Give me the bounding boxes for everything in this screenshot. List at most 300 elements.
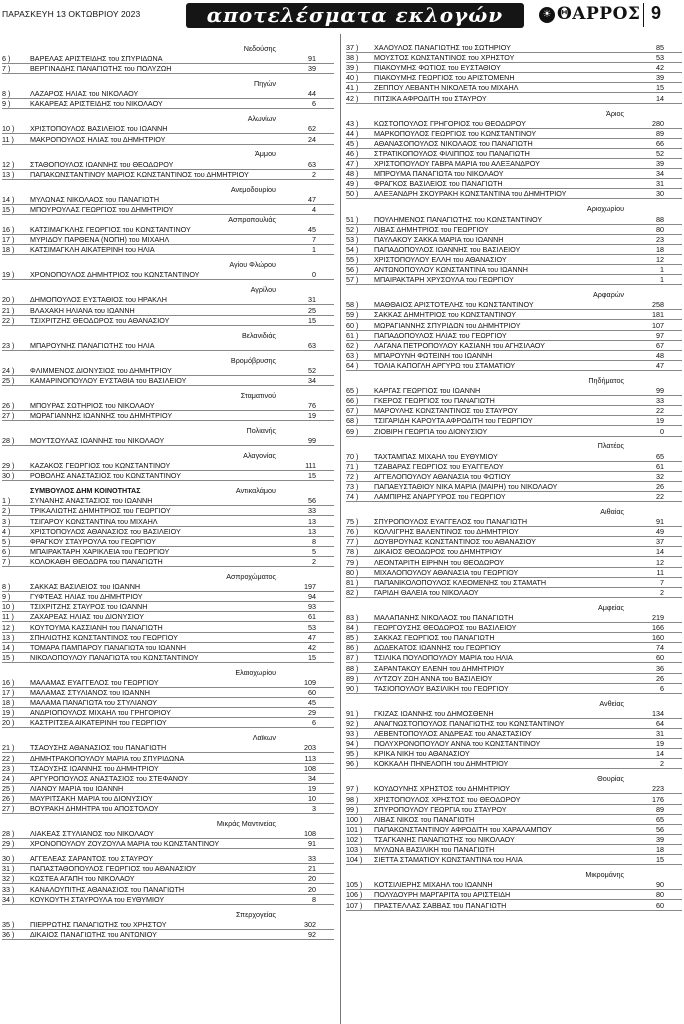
candidate-name: ΚΑΣΤΡΙΤΣΕΑ ΑΙΚΑΤΕΡΙΝΗ του ΓΕΩΡΓΙΟΥ <box>30 718 167 728</box>
vote-count: 31 <box>656 729 664 739</box>
candidate-name: ΒΑΡΕΛΑΣ ΑΡΙΣΤΕΙΔΗΣ του ΣΠΥΡΙΔΩΝΑ <box>30 54 163 64</box>
candidate-row <box>346 492 682 502</box>
candidate-name: ΔΗΜΗΤΡΑΚΟΠΟΥΛΟΥ ΜΑΡΙΑ του ΣΠΥΡΙΔΩΝΑ <box>30 753 185 763</box>
candidate-name: ΒΟΥΡΑΚΗ ΔΗΜΗΤΡΑ του ΑΠΟΣΤΟΛΟΥ <box>30 804 159 814</box>
candidate-name: ΔΗΜΟΠΟΥΛΟΣ ΕΥΣΤΑΘΙΟΣ του ΗΡΑΚΛΗ <box>30 295 167 305</box>
vote-count: 19 <box>656 739 664 749</box>
candidate-number: 62 ) <box>346 340 359 350</box>
candidate-number: 51 ) <box>346 214 359 224</box>
candidate-name: ΧΡΟΝΟΠΟΥΛΟΥ ΖΟΥΖΟΥΛΑ ΜΑΡΙΑ του ΚΩΝΣΤΑΝΤΙΝΟΥ <box>30 839 220 849</box>
newspaper-logo: ΘΑΡΡΟΣ <box>557 4 641 24</box>
candidate-number: 103 ) <box>346 845 363 855</box>
candidate-row <box>346 310 682 320</box>
vote-count: 134 <box>652 708 664 718</box>
vote-count: 108 <box>304 829 316 839</box>
candidate-row <box>346 825 682 835</box>
vote-count: 34 <box>656 169 664 179</box>
candidate-number: 28 ) <box>2 829 15 839</box>
candidate-row <box>346 890 682 900</box>
candidate-number: 91 ) <box>346 708 359 718</box>
community-heading: Μικρομάνης <box>585 870 624 880</box>
candidate-number: 8 ) <box>2 582 11 592</box>
vote-count: 93 <box>308 602 316 612</box>
candidate-row <box>346 749 682 759</box>
candidate-row <box>2 718 334 728</box>
candidate-name: ΜΑΡΟΥΛΗΣ ΚΩΝΣΤΑΝΤΙΝΟΣ του ΣΤΑΥΡΟΥ <box>374 406 518 416</box>
candidate-number: 87 ) <box>346 653 359 663</box>
candidate-name: ΜΠΑΡΟΥΝΗ ΦΩΤΕΙΝΗ του ΙΩΑΝΝΗ <box>374 350 493 360</box>
candidate-name: ΠΑΠΑΕΥΣΤΑΘΙΟΥ ΝΙΚΑ ΜΑΡΙΑ (ΜΑΙΡΗ) του ΝΙΚΟΛΑΟΥ <box>374 481 558 491</box>
candidate-number: 47 ) <box>346 159 359 169</box>
vote-count: 22 <box>656 406 664 416</box>
candidate-name: ΣΠΥΡΟΠΟΥΛΟΣ ΕΥΑΓΓΕΛΟΣ του ΠΑΝΑΓΙΩΤΗ <box>374 517 528 527</box>
candidate-row <box>346 73 682 83</box>
candidate-name: ΤΣΙΛΙΚΑ ΠΟΥΛΟΠΟΥΛΟΥ ΜΑΡΙΑ του ΗΛΙΑ <box>374 653 513 663</box>
candidate-row <box>2 754 334 764</box>
candidate-number: 26 ) <box>2 400 15 410</box>
vote-count: 48 <box>656 350 664 360</box>
vote-count: 52 <box>308 365 316 375</box>
candidate-name: ΠΙΑΚΟΥΜΗΣ ΦΩΤΙΟΣ του ΕΥΣΤΑΘΙΟΥ <box>374 63 501 73</box>
candidate-name: ΤΣΙΧΡΙΤΖΗΣ ΘΕΟΔΩΡΟΣ του ΑΘΑΝΑΣΙΟΥ <box>30 315 170 325</box>
candidate-number: 67 ) <box>346 406 359 416</box>
candidate-row <box>2 436 334 446</box>
candidate-name: ΛΑΖΑΡΟΣ ΗΛΙΑΣ του ΝΙΚΟΛΑΟΥ <box>30 89 139 99</box>
candidate-row <box>2 678 334 688</box>
community-heading: Θουρίας <box>597 774 624 784</box>
candidate-name: ΜΠΑΙΡΑΚΤΑΡΗ ΧΡΥΣΟΥΛΑ του ΓΕΩΡΓΙΟΥ <box>374 275 514 285</box>
vote-count: 33 <box>656 396 664 406</box>
candidate-number: 19 ) <box>2 708 15 718</box>
candidate-row <box>346 855 682 865</box>
candidate-number: 24 ) <box>2 365 15 375</box>
candidate-name: ΜΠΑΙΡΑΚΤΑΡΗ ΧΑΡΙΚΛΕΙΑ του ΓΕΩΡΓΙΟΥ <box>30 546 170 556</box>
candidate-number: 45 ) <box>346 138 359 148</box>
candidate-row <box>2 784 334 794</box>
candidate-name: ΛΑΓΑΝΑ ΠΕΤΡΟΠΟΥΛΟΥ ΚΑΣΙΑΝΗ του ΑΓΗΣΙΛΑΟΥ <box>374 340 545 350</box>
candidate-name: ΣΤΑΘΟΠΟΥΛΟΣ ΙΩΑΝΝΗΣ του ΘΕΟΔΩΡΟΥ <box>30 159 174 169</box>
vote-count: 25 <box>308 305 316 315</box>
candidate-number: 89 ) <box>346 673 359 683</box>
candidate-number: 55 ) <box>346 255 359 264</box>
community-heading: Νεδούσης <box>243 44 276 53</box>
candidate-number: 65 ) <box>346 386 359 396</box>
candidate-name: ΧΡΙΣΤΟΠΟΥΛΟΣ ΑΘΑΝΑΣΙΟΣ του ΒΑΣΙΛΕΙΟΥ <box>30 526 181 536</box>
candidate-row <box>2 743 334 753</box>
candidate-row <box>346 537 682 547</box>
vote-count: 33 <box>308 506 316 516</box>
candidate-name: ΖΕΠΠΟΥ ΛΕΒΑΝΤΗ ΝΙΚΟΛΕΤΑ του ΜΙΧΑΗΛ <box>374 83 519 93</box>
candidate-name: ΜΥΛΩΝΑ ΒΑΣΙΛΙΚΗ του ΠΑΝΑΓΙΩΤΗ <box>374 845 495 855</box>
candidate-name: ΦΛΙΜΜΕΝΟΣ ΔΙΟΝΥΣΙΟΣ του ΔΗΜΗΤΡΙΟΥ <box>30 365 172 375</box>
candidate-name: ΒΛΑΧΑΚΗ ΗΛΙΑΝΑ του ΙΩΑΝΝΗ <box>30 305 135 315</box>
candidate-number: 66 ) <box>346 396 359 406</box>
candidate-name: ΤΣΙΓΑΡΙΔΗ ΚΑΡΟΥΤΑ ΑΦΡΟΔΙΤΗ του ΓΕΩΡΓΙΟΥ <box>374 416 533 426</box>
vote-count: 76 <box>308 400 316 410</box>
vote-count: 19 <box>656 416 664 426</box>
candidate-number: 60 ) <box>346 320 359 330</box>
community-heading: Ασπροχώματος <box>226 571 276 581</box>
vote-count: 56 <box>308 496 316 506</box>
candidate-number: 22 ) <box>2 315 15 325</box>
vote-count: 111 <box>305 461 316 471</box>
candidate-name: ΚΑΚΑΡΕΑΣ ΑΡΙΣΤΕΙΔΗΣ του ΝΙΚΟΛΑΟΥ <box>30 99 163 109</box>
vote-count: 74 <box>656 643 664 653</box>
candidate-name: ΠΟΛΥΧΡΟΝΟΠΟΥΛΟΥ ΑΝΝΑ του ΚΩΝΣΤΑΝΤΙΝΟΥ <box>374 739 541 749</box>
community-heading: Πηγών <box>254 79 276 89</box>
community-heading: Μικράς Μαντινείας <box>216 819 276 829</box>
candidate-row <box>2 471 334 481</box>
candidate-number: 52 ) <box>346 224 359 234</box>
vote-count: 15 <box>308 315 316 325</box>
candidate-row <box>2 135 334 145</box>
candidate-number: 13 ) <box>2 632 15 642</box>
vote-count: 47 <box>656 361 664 370</box>
candidate-name: ΧΡΟΝΟΠΟΥΛΟΣ ΔΗΜΗΤΡΙΟΣ του ΚΩΝΣΤΑΝΤΙΝΟΥ <box>30 270 200 280</box>
candidate-number: 58 ) <box>346 300 359 310</box>
candidate-name: ΣΑΚΚΑΣ ΒΑΣΙΛΕΙΟΣ του ΙΩΑΝΝΗ <box>30 582 141 592</box>
candidate-number: 23 ) <box>2 763 15 773</box>
candidate-number: 1 ) <box>2 496 11 506</box>
candidate-row <box>346 547 682 557</box>
candidate-name: ΚΟΛΛΙΓΡΗΣ ΒΑΛΕΝΤΙΝΟΣ του ΔΗΜΗΤΡΙΟΥ <box>374 527 519 537</box>
candidate-row <box>2 295 334 305</box>
candidate-name: ΣΤΡΑΤΙΚΟΠΟΥΛΟΣ ΦΙΛΙΠΠΟΣ του ΠΑΝΑΓΙΩΤΗ <box>374 149 530 158</box>
vote-count: 6 <box>312 99 316 109</box>
candidate-name: ΜΑΛΑΜΑΣ ΕΥΑΓΓΕΛΟΣ του ΓΕΩΡΓΙΟΥ <box>30 677 159 687</box>
vote-count: 62 <box>308 124 316 134</box>
candidate-number: 50 ) <box>346 189 359 199</box>
candidate-number: 84 ) <box>346 623 359 633</box>
vote-count: 108 <box>304 763 316 773</box>
vote-count: 61 <box>656 461 664 471</box>
candidate-name: ΠΑΠΑΣΤΑΘΟΠΟΥΛΟΣ ΓΕΩΡΓΙΟΣ του ΑΘΑΝΑΣΙΟΥ <box>30 864 197 874</box>
vote-count: 60 <box>308 688 316 698</box>
candidate-name: ΜΠΟΥΡΑΣ ΣΩΤΗΡΙΟΣ του ΝΙΚΟΛΑΟΥ <box>30 400 155 410</box>
candidate-row <box>346 94 682 104</box>
candidate-row <box>2 794 334 804</box>
candidate-number: 12 ) <box>2 159 15 169</box>
candidate-row <box>2 235 334 245</box>
candidate-number: 59 ) <box>346 310 359 320</box>
vote-count: 12 <box>656 557 664 567</box>
candidate-name: ΑΝΤΩΝΟΠΟΥΛΟΥ ΚΩΝΣΤΑΝΤΙΝΑ του ΙΩΑΝΝΗ <box>374 265 528 275</box>
candidate-row <box>346 255 682 265</box>
candidate-name: ΜΑΛΑΜΑΣ ΣΤΥΛΙΑΝΟΣ του ΙΩΑΝΝΗ <box>30 688 150 698</box>
vote-count: 0 <box>660 426 664 436</box>
candidate-row <box>346 245 682 255</box>
candidate-row <box>2 306 334 316</box>
candidate-number: 26 ) <box>2 794 15 804</box>
candidate-row <box>2 537 334 547</box>
candidate-name: ΚΟΚΚΑΛΗ ΠΗΝΕΛΟΠΗ του ΔΗΜΗΤΡΙΟΥ <box>374 759 509 769</box>
candidate-row <box>346 427 682 437</box>
candidate-row <box>2 557 334 567</box>
candidate-number: 7 ) <box>2 64 11 74</box>
candidate-number: 8 ) <box>2 89 11 99</box>
candidate-row <box>2 245 334 255</box>
candidate-number: 10 ) <box>2 124 15 134</box>
vote-count: 88 <box>656 214 664 224</box>
header-divider <box>643 3 644 27</box>
candidate-number: 68 ) <box>346 416 359 426</box>
vote-count: 21 <box>308 864 316 874</box>
vote-count: 14 <box>656 749 664 759</box>
candidate-name: ΓΥΦΤΕΑΣ ΗΛΙΑΣ του ΔΗΜΗΤΡΙΟΥ <box>30 592 143 602</box>
candidate-name: ΜΑΡΚΟΠΟΥΛΟΣ ΓΕΩΡΓΙΟΣ του ΚΩΝΣΤΑΝΤΙΝΟΥ <box>374 128 537 138</box>
candidate-name: ΜΥΡΙΔΟΥ ΠΑΡΘΕΝΑ (ΝΟΠΗ) του ΜΙΧΑΗΛ <box>30 235 170 245</box>
candidate-row <box>2 602 334 612</box>
candidate-row <box>2 99 334 109</box>
vote-count: 26 <box>656 481 664 491</box>
candidate-name: ΠΙΑΚΟΥΜΗΣ ΓΕΩΡΓΙΟΣ του ΑΡΙΣΤΟΜΕΝΗ <box>374 73 515 83</box>
community-heading: Βρομόβρυσης <box>230 355 276 365</box>
candidate-number: 53 ) <box>346 234 359 244</box>
vote-count: 223 <box>652 784 664 794</box>
candidate-row <box>346 215 682 225</box>
candidate-row <box>346 729 682 739</box>
vote-count: 80 <box>656 224 664 234</box>
candidate-name: ΝΙΚΟΛΟΠΟΥΛΟΥ ΠΑΝΑΓΙΩΤΑ του ΚΩΝΣΤΑΝΤΙΝΟΥ <box>30 652 199 662</box>
candidate-name: ΚΑΜΑΡΙΝΟΠΟΥΛΟΥ ΕΥΣΤΑΘΙΑ του ΒΑΣΙΛΕΙΟΥ <box>30 375 187 385</box>
vote-count: 7 <box>660 577 664 587</box>
candidate-row <box>346 462 682 472</box>
candidate-name: ΤΑΧΤΑΜΠΑΣ ΜΙΧΑΗΛ του ΕΥΘΥΜΙΟΥ <box>374 451 498 461</box>
candidate-row <box>2 376 334 386</box>
candidate-name: ΜΥΛΩΝΑΣ ΝΙΚΟΛΑΟΣ του ΠΑΝΑΓΙΩΤΗ <box>30 194 160 204</box>
candidate-number: 99 ) <box>346 804 359 814</box>
vote-count: 91 <box>656 517 664 527</box>
vote-count: 91 <box>308 839 316 849</box>
candidate-row <box>2 461 334 471</box>
candidate-row <box>2 895 334 905</box>
candidate-name: ΖΙΟΒΙΡΗ ΓΕΩΡΓΙΑ του ΔΙΟΝΥΣΙΟΥ <box>374 426 488 436</box>
candidate-name: ΤΣΙΧΡΙΤΖΗΣ ΣΤΑΥΡΟΣ του ΙΩΑΝΝΗ <box>30 602 148 612</box>
vote-count: 34 <box>308 773 316 783</box>
vote-count: 11 <box>656 567 664 577</box>
vote-count: 2 <box>660 759 664 769</box>
community-heading: Πηδήματος <box>588 375 624 385</box>
candidate-number: 102 ) <box>346 835 363 845</box>
candidate-number: 20 ) <box>2 718 15 728</box>
vote-count: 203 <box>304 743 316 753</box>
candidate-name: ΣΠΥΡΟΠΟΥΛΟΥ ΓΕΩΡΓΙΑ του ΣΤΑΥΡΟΥ <box>374 804 507 814</box>
candidate-row <box>346 709 682 719</box>
vote-count: 99 <box>308 436 316 446</box>
candidate-row <box>2 124 334 134</box>
candidate-name: ΛΙΑΝΟΥ ΜΑΡΙΑ του ΙΩΑΝΝΗ <box>30 783 124 793</box>
candidate-number: 95 ) <box>346 749 359 759</box>
candidate-row <box>2 764 334 774</box>
candidate-row <box>346 452 682 462</box>
community-heading: Αρφαρών <box>593 290 624 300</box>
candidate-row <box>2 930 334 940</box>
candidate-name: ΚΩΣΤΕΑ ΑΓΑΠΗ του ΝΙΚΟΛΑΟΥ <box>30 874 135 884</box>
candidate-row <box>2 401 334 411</box>
candidate-name: ΜΠΟΥΡΟΥΛΑΣ ΓΕΩΡΓΙΟΣ του ΔΗΜΗΤΡΙΟΥ <box>30 204 174 214</box>
candidate-name: ΧΡΙΣΤΟΠΟΥΛΟΣ ΒΑΣΙΛΕΙΟΣ του ΙΩΑΝΝΗ <box>30 124 168 134</box>
candidate-row <box>2 643 334 653</box>
candidate-row <box>2 225 334 235</box>
candidate-number: 6 ) <box>2 54 11 64</box>
candidate-row <box>2 316 334 326</box>
vote-count: 18 <box>656 244 664 254</box>
candidate-name: ΜΩΡΑΓΙΑΝΝΗΣ ΣΠΥΡΙΔΩΝ του ΔΗΜΗΤΡΙΟΥ <box>374 320 521 330</box>
page-number: 9 <box>651 3 662 23</box>
candidate-row <box>2 506 334 516</box>
candidate-number: 7 ) <box>2 557 11 566</box>
candidate-name: ΜΟΥΤΣΟΥΛΑΣ ΙΩΑΝΝΗΣ του ΝΙΚΟΛΑΟΥ <box>30 436 165 446</box>
candidate-name: ΚΑΝΑΛΟΥΠΙΤΗΣ ΑΘΑΝΑΣΙΟΣ του ΠΑΝΑΓΙΩΤΗ <box>30 884 185 894</box>
vote-count: 0 <box>312 270 316 280</box>
candidate-number: 29 ) <box>2 839 15 849</box>
candidate-name: ΡΟΒΟΛΗΣ ΑΝΑΣΤΑΣΙΟΣ του ΚΩΝΣΤΑΝΤΙΝΟΥ <box>30 471 182 481</box>
candidate-name: ΤΡΙΚΑΛΙΩΤΗΣ ΔΗΜΗΤΡΙΟΣ του ΓΕΩΡΓΙΟΥ <box>30 506 171 516</box>
candidate-name: ΛΕΒΕΝΤΟΠΟΥΛΟΣ ΑΝΔΡΕΑΣ του ΑΝΑΣΤΑΣΙΟΥ <box>374 729 532 739</box>
candidate-number: 29 ) <box>2 461 15 471</box>
candidate-name: ΜΠΡΟΥΜΑ ΠΑΝΑΓΙΩΤΑ του ΝΙΚΟΛΑΟΥ <box>374 169 504 179</box>
candidate-row <box>346 623 682 633</box>
candidate-row <box>346 321 682 331</box>
community-heading: Αλαγονίας <box>243 451 276 460</box>
column-divider <box>340 34 341 1024</box>
candidate-row <box>346 588 682 598</box>
vote-count: 15 <box>308 471 316 481</box>
candidate-number: 41 ) <box>346 83 359 93</box>
candidate-row <box>346 684 682 694</box>
candidate-number: 19 ) <box>2 270 15 280</box>
candidate-row <box>346 129 682 139</box>
vote-count: 8 <box>312 536 316 546</box>
candidate-name: ΠΙΕΡΡΩΤΗΣ ΠΑΝΑΓΙΩΤΗΣ του ΧΡΗΣΤΟΥ <box>30 919 167 929</box>
candidate-number: 11 ) <box>2 612 14 622</box>
candidate-name: ΑΝΑΓΝΩΣΤΟΠΟΥΛΟΣ ΠΑΝΑΓΙΩΤΗΣ του ΚΩΝΣΤΑΝΤΙΝΟΥ <box>374 718 565 728</box>
vote-count: 8 <box>312 894 316 904</box>
candidate-row <box>346 880 682 890</box>
candidate-number: 48 ) <box>346 169 359 179</box>
candidate-row <box>346 674 682 684</box>
vote-count: 22 <box>656 492 664 502</box>
vote-count: 60 <box>656 900 664 910</box>
candidate-number: 100 ) <box>346 814 363 824</box>
vote-count: 19 <box>308 411 316 421</box>
community-heading: Ελαιοχωρίου <box>235 667 276 677</box>
candidate-row <box>346 189 682 199</box>
candidate-number: 20 ) <box>2 295 15 305</box>
candidate-row <box>346 784 682 794</box>
candidate-number: 106 ) <box>346 890 363 900</box>
candidate-name: ΜΠΑΡΟΥΝΗΣ ΠΑΝΑΓΙΩΤΗΣ του ΗΛΙΑ <box>30 340 155 350</box>
candidate-number: 94 ) <box>346 739 359 749</box>
candidate-row <box>2 517 334 527</box>
candidate-number: 25 ) <box>2 783 15 793</box>
candidate-number: 3 ) <box>2 516 11 526</box>
candidate-number: 33 ) <box>2 884 15 894</box>
candidate-number: 11 ) <box>2 134 14 144</box>
vote-count: 4 <box>312 204 316 214</box>
candidate-number: 90 ) <box>346 683 359 693</box>
candidate-row <box>346 63 682 73</box>
candidate-name: ΚΑΤΣΙΜΑΓΚΛΗ ΑΙΚΑΤΕΡΙΝΗ του ΗΛΙΑ <box>30 245 155 255</box>
candidate-name: ΤΟΜΑΡΑ ΠΑΜΠΑΡΟΥ ΠΑΝΑΓΙΩΤΑ του ΙΩΑΝΝΗ <box>30 642 187 652</box>
vote-count: 107 <box>652 320 664 330</box>
candidate-number: 21 ) <box>2 305 15 315</box>
candidate-row <box>2 774 334 784</box>
vote-count: 53 <box>308 622 316 632</box>
vote-count: 42 <box>656 63 664 73</box>
vote-count: 39 <box>656 835 664 845</box>
candidate-number: 12 ) <box>2 622 15 632</box>
candidate-row <box>346 265 682 275</box>
candidate-name: ΠΟΥΛΗΜΕΝΟΣ ΠΑΝΑΓΙΩΤΗΣ του ΚΩΝΣΤΑΝΤΙΝΟΥ <box>374 214 543 224</box>
candidate-row <box>346 901 682 911</box>
vote-count: 1 <box>660 275 664 285</box>
candidate-name: ΓΑΡΙΔΗ ΘΑΛΕΙΑ του ΝΙΚΟΛΑΟΥ <box>374 587 479 597</box>
candidate-name: ΚΑΡΓΑΣ ΓΕΩΡΓΙΟΣ του ΙΩΑΝΝΗ <box>374 386 481 396</box>
candidate-number: 105 ) <box>346 880 363 890</box>
candidate-row <box>2 195 334 205</box>
vote-count: 2 <box>312 557 316 566</box>
candidate-number: 79 ) <box>346 557 359 567</box>
candidate-number: 17 ) <box>2 235 15 245</box>
vote-count: 32 <box>656 471 664 481</box>
candidate-row <box>2 89 334 99</box>
candidate-name: ΔΟΥΒΡΟΥΝΑΣ ΚΩΝΣΤΑΝΤΙΝΟΣ του ΑΘΑΝΑΣΙΟΥ <box>374 537 536 547</box>
vote-count: 31 <box>656 179 664 189</box>
vote-count: 5 <box>312 546 316 556</box>
candidate-name: ΜΩΡΑΓΙΑΝΝΗΣ ΙΩΑΝΝΗΣ του ΔΗΜΗΤΡΙΟΥ <box>30 411 173 421</box>
candidate-name: ΧΡΙΣΤΟΠΟΥΛΟΣ ΧΡΗΣΤΟΣ του ΘΕΟΔΩΡΟΥ <box>374 794 521 804</box>
candidate-number: 14 ) <box>2 642 15 652</box>
candidate-row <box>346 568 682 578</box>
candidate-number: 44 ) <box>346 128 359 138</box>
vote-count: 26 <box>656 673 664 683</box>
candidate-number: 78 ) <box>346 547 359 557</box>
candidate-number: 6 ) <box>2 546 11 556</box>
candidate-row <box>2 612 334 622</box>
vote-count: 166 <box>652 623 664 633</box>
vote-count: 176 <box>652 794 664 804</box>
vote-count: 181 <box>652 310 664 320</box>
vote-count: 97 <box>656 330 664 340</box>
vote-count: 61 <box>308 612 316 622</box>
candidate-row <box>2 170 334 180</box>
candidate-name: ΚΑΤΣΙΜΑΓΚΛΗΣ ΓΕΩΡΓΙΟΣ του ΚΩΝΣΤΑΝΤΙΝΟΥ <box>30 225 191 235</box>
candidate-number: 104 ) <box>346 855 363 865</box>
candidate-name: ΜΑΘΘΑΙΟΣ ΑΡΙΣΤΟΤΕΛΗΣ του ΚΩΝΣΤΑΝΤΙΝΟΥ <box>374 300 534 310</box>
vote-count: 15 <box>656 855 664 865</box>
candidate-name: ΑΝΔΡΙΟΠΟΥΛΟΣ ΜΙΧΑΗΛ του ΓΡΗΓΟΡΙΟΥ <box>30 708 171 718</box>
community-heading: Ανεμοδουρίου <box>230 184 276 194</box>
candidate-row <box>2 366 334 376</box>
candidate-row <box>346 235 682 245</box>
candidate-number: 86 ) <box>346 643 359 653</box>
vote-count: 47 <box>308 194 316 204</box>
community-heading: Βελανιδιάς <box>241 330 276 340</box>
vote-count: 12 <box>656 255 664 264</box>
candidate-row <box>346 386 682 396</box>
vote-count: 10 <box>308 794 316 804</box>
candidate-number: 5 ) <box>2 536 11 546</box>
vote-count: 19 <box>308 783 316 793</box>
candidate-name: ΦΡΑΓΚΟΣ ΒΑΣΙΛΕΙΟΣ του ΠΑΝΑΓΙΩΤΗ <box>374 179 503 189</box>
vote-count: 64 <box>656 718 664 728</box>
candidate-name: ΓΕΩΡΓΟΥΣΗΣ ΘΕΟΔΩΡΟΣ του ΒΑΣΙΛΕΙΟΥ <box>374 623 517 633</box>
candidate-row <box>346 527 682 537</box>
candidate-name: ΤΑΣΙΟΠΟΥΛΟΥ ΒΑΣΙΛΙΚΗ του ΓΕΩΡΓΙΟΥ <box>374 683 509 693</box>
candidate-name: ΣΠΗΛΙΩΤΗΣ ΚΩΝΣΤΑΝΤΙΝΟΣ του ΓΕΩΡΓΙΟΥ <box>30 632 178 642</box>
council-section-heading <box>2 486 334 496</box>
